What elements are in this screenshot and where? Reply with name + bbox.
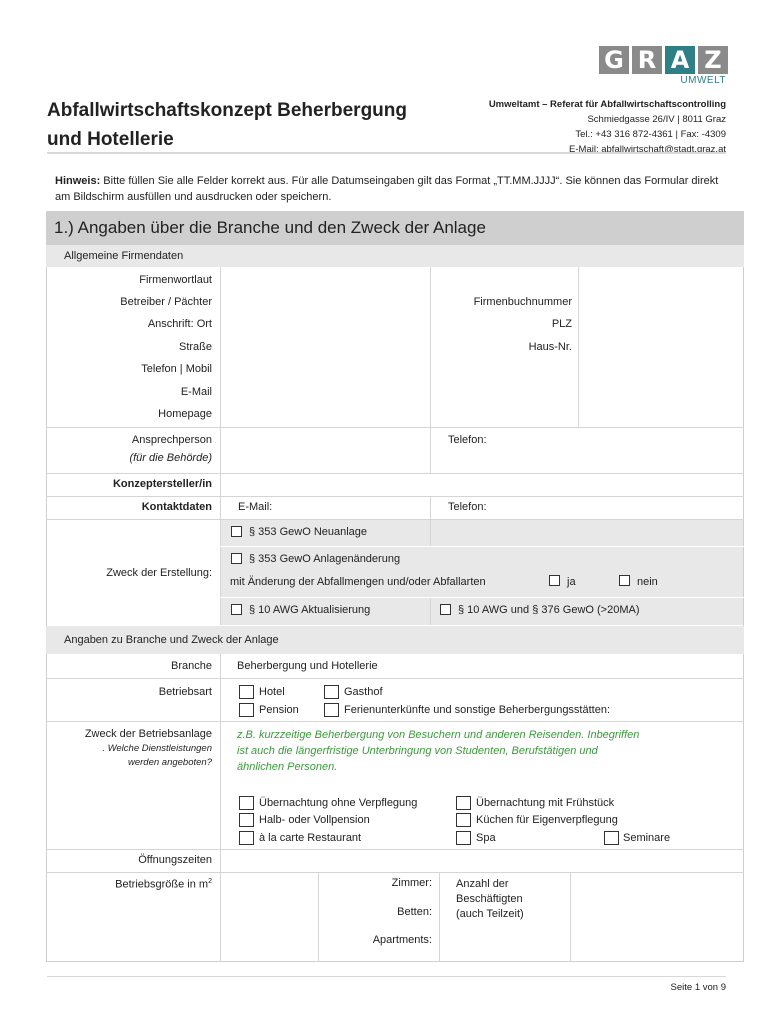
betriebsgroesse-input[interactable] bbox=[222, 874, 317, 960]
label-kontakt-email: E-Mail: bbox=[238, 501, 273, 513]
betriebsgroesse-text: Betriebsgröße in m bbox=[115, 878, 209, 891]
hint-text bbox=[55, 173, 725, 205]
ansprechperson-telefon-input[interactable] bbox=[500, 429, 743, 473]
checkbox-pension[interactable] bbox=[239, 703, 254, 717]
checkbox-awg[interactable] bbox=[231, 604, 242, 615]
label-awg: § 10 AWG Aktualisierung bbox=[249, 604, 371, 616]
label-uebernachtung-ohne: Übernachtung ohne Verpflegung bbox=[259, 797, 418, 809]
checkbox-nein[interactable] bbox=[619, 575, 630, 586]
anzahl-line-2: Beschäftigten bbox=[456, 893, 523, 905]
example-line-3: ähnlichen Personen. bbox=[237, 761, 338, 773]
label-uebernachtung-fruehstueck: Übernachtung mit Frühstück bbox=[476, 797, 615, 809]
label-kuechen: Küchen für Eigenverpflegung bbox=[476, 814, 618, 826]
label-ferien: Ferienunterkünfte und sonstige Beherbergungsstätten: bbox=[344, 704, 611, 716]
row-divider bbox=[46, 849, 744, 850]
col-divider bbox=[578, 267, 579, 427]
row-divider bbox=[220, 597, 744, 598]
label-betten: Betten: bbox=[397, 906, 432, 918]
row-divider bbox=[46, 872, 744, 873]
header-divider bbox=[47, 152, 726, 154]
title-line-2: und Hotellerie bbox=[47, 129, 174, 150]
row-divider bbox=[46, 678, 744, 679]
contact-block bbox=[489, 97, 726, 157]
label-zweck-erstellung: Zweck der Erstellung: bbox=[106, 567, 212, 579]
col-divider bbox=[220, 654, 221, 962]
row-divider bbox=[46, 721, 744, 722]
label-alacarte: à la carte Restaurant bbox=[259, 832, 362, 844]
label-hausnr: Haus-Nr. bbox=[528, 341, 572, 353]
label-branche: Branche bbox=[171, 660, 212, 672]
checkbox-halb-voll[interactable] bbox=[239, 813, 254, 827]
row-divider bbox=[46, 427, 744, 428]
contact-office: Umweltamt – Referat für Abfallwirtschaftscontrolling bbox=[488, 99, 726, 110]
logo-subtitle: UMWELT bbox=[680, 75, 726, 86]
col-divider bbox=[220, 520, 221, 625]
label-anzahl-beschaeftigte bbox=[456, 877, 524, 922]
col-divider bbox=[220, 267, 221, 520]
label-telefon-ansprech: Telefon: bbox=[448, 434, 487, 446]
logo-letter-r: R bbox=[632, 46, 662, 74]
superscript-two: 2 bbox=[208, 878, 212, 885]
label-neuanlage: § 353 GewO Neuanlage bbox=[249, 526, 368, 538]
label-zimmer: Zimmer: bbox=[391, 877, 432, 889]
col-divider bbox=[430, 597, 431, 625]
logo-letter-g: G bbox=[599, 46, 629, 74]
branche-value: Beherbergung und Hotellerie bbox=[237, 660, 378, 672]
label-dienstleistungen-2: werden angeboten? bbox=[128, 757, 212, 768]
checkbox-spa[interactable] bbox=[456, 831, 471, 845]
label-awg-gewo: § 10 AWG und § 376 GewO (>20MA) bbox=[458, 604, 640, 616]
label-nein: nein bbox=[637, 576, 658, 588]
label-halb-voll: Halb- oder Vollpension bbox=[259, 814, 370, 826]
label-telefon-mobil: Telefon | Mobil bbox=[141, 363, 212, 375]
logo-letter-z: Z bbox=[698, 46, 728, 74]
label-betriebsgroesse bbox=[60, 878, 212, 891]
page-number: Seite 1 von 9 bbox=[670, 982, 726, 993]
label-pension: Pension bbox=[259, 704, 299, 716]
col-divider bbox=[430, 496, 431, 520]
checkbox-ferien[interactable] bbox=[324, 703, 339, 717]
subheading-general: Allgemeine Firmendaten bbox=[46, 245, 744, 267]
label-gasthof: Gasthof bbox=[344, 686, 383, 698]
row-divider bbox=[46, 473, 744, 474]
label-spa: Spa bbox=[476, 832, 496, 844]
konzeptersteller-input[interactable] bbox=[222, 475, 742, 495]
label-anlagenaenderung: § 353 GewO Anlagenänderung bbox=[249, 553, 401, 565]
title-line-1: Abfallwirtschaftskonzept Beherbergung bbox=[47, 100, 407, 121]
label-ja: ja bbox=[567, 576, 576, 588]
label-firmenbuchnummer: Firmenbuchnummer bbox=[473, 296, 572, 308]
row-divider bbox=[46, 496, 744, 497]
checkbox-gasthof[interactable] bbox=[324, 685, 339, 699]
checkbox-alacarte[interactable] bbox=[239, 831, 254, 845]
section-title: 1.) Angaben über die Branche und den Zweck der Anlage bbox=[46, 211, 744, 245]
checkbox-kuechen[interactable] bbox=[456, 813, 471, 827]
footer-divider bbox=[47, 976, 726, 977]
label-betreiber: Betreiber / Pächter bbox=[120, 296, 212, 308]
col-divider bbox=[318, 872, 319, 962]
document-title bbox=[47, 96, 447, 154]
col-divider bbox=[570, 872, 571, 962]
checkbox-neuanlage[interactable] bbox=[231, 526, 242, 537]
example-line-2: ist auch die längerfristige Unterbringung von Studenten, Berufstätigen und bbox=[237, 745, 598, 757]
contact-address: Schmiedgasse 26/IV | 8011 Graz bbox=[587, 114, 726, 125]
label-zweck-betrieb: Zweck der Betriebsanlage bbox=[84, 728, 212, 740]
company-side-fields[interactable] bbox=[580, 290, 743, 362]
col-divider bbox=[430, 520, 431, 546]
checkbox-anlagenaenderung[interactable] bbox=[231, 553, 242, 564]
checkbox-awg-gewo[interactable] bbox=[440, 604, 451, 615]
label-email: E-Mail bbox=[180, 386, 212, 398]
beschaeftigte-input[interactable] bbox=[572, 874, 742, 960]
label-aenderung-text: mit Änderung der Abfallmengen und/oder Abfallarten bbox=[230, 576, 486, 588]
checkbox-seminare[interactable] bbox=[604, 831, 619, 845]
logo-letter-a: A bbox=[665, 46, 695, 74]
label-seminare: Seminare bbox=[623, 832, 671, 844]
anzahl-line-3: (auch Teilzeit) bbox=[456, 908, 524, 920]
label-plz: PLZ bbox=[551, 318, 572, 330]
label-konzeptersteller: Konzeptersteller/in bbox=[112, 478, 212, 490]
label-oeffnungszeiten: Öffnungszeiten bbox=[138, 854, 212, 866]
label-ansprechperson: Ansprechperson bbox=[131, 434, 212, 446]
checkbox-uebernachtung-fruehstueck[interactable] bbox=[456, 796, 471, 810]
hint-body: Bitte füllen Sie alle Felder korrekt aus. Für alle Datumseingaben gilt das Format „TT.MM.JJJJ“. Sie können das Formular direkt am Bildschirm ausfüllen und ausdrucken oder speichern. bbox=[55, 175, 719, 203]
label-apartments: Apartments: bbox=[372, 934, 432, 946]
label-firmenwortlaut: Firmenwortlaut bbox=[139, 274, 212, 286]
example-line-1: z.B. kurzzeitige Beherbergung von Besuchern und anderen Reisenden. Inbegriffen bbox=[237, 729, 640, 741]
checkbox-hotel[interactable] bbox=[239, 685, 254, 699]
label-homepage: Homepage bbox=[158, 408, 212, 420]
graz-logo bbox=[599, 46, 728, 74]
hint-label: Hinweis: bbox=[55, 175, 101, 187]
label-dienstleistungen-1: . Welche Dienstleistungen bbox=[102, 743, 212, 754]
contact-phone: Tel.: +43 316 872-4361 | Fax: -4309 bbox=[575, 129, 726, 140]
label-kontakt-telefon: Telefon: bbox=[448, 501, 487, 513]
label-strasse: Straße bbox=[178, 341, 212, 353]
company-main-fields[interactable] bbox=[222, 268, 429, 426]
oeffnungszeiten-input[interactable] bbox=[222, 851, 742, 871]
anzahl-line-1: Anzahl der bbox=[456, 878, 509, 890]
checkbox-uebernachtung-ohne[interactable] bbox=[239, 796, 254, 810]
checkbox-ja[interactable] bbox=[549, 575, 560, 586]
label-anschrift-ort: Anschrift: Ort bbox=[147, 318, 212, 330]
label-betriebsart: Betriebsart bbox=[158, 686, 212, 698]
row-divider bbox=[220, 546, 744, 547]
subheading-branche: Angaben zu Branche und Zweck der Anlage bbox=[46, 626, 744, 654]
col-divider bbox=[439, 872, 440, 962]
label-fuer-behoerde: (für die Behörde) bbox=[129, 452, 212, 464]
ansprechperson-input[interactable] bbox=[222, 429, 429, 473]
label-kontaktdaten: Kontaktdaten bbox=[141, 501, 212, 513]
label-hotel: Hotel bbox=[259, 686, 285, 698]
contact-email[interactable]: E-Mail: abfallwirtschaft@stadt.graz.at bbox=[569, 144, 726, 155]
